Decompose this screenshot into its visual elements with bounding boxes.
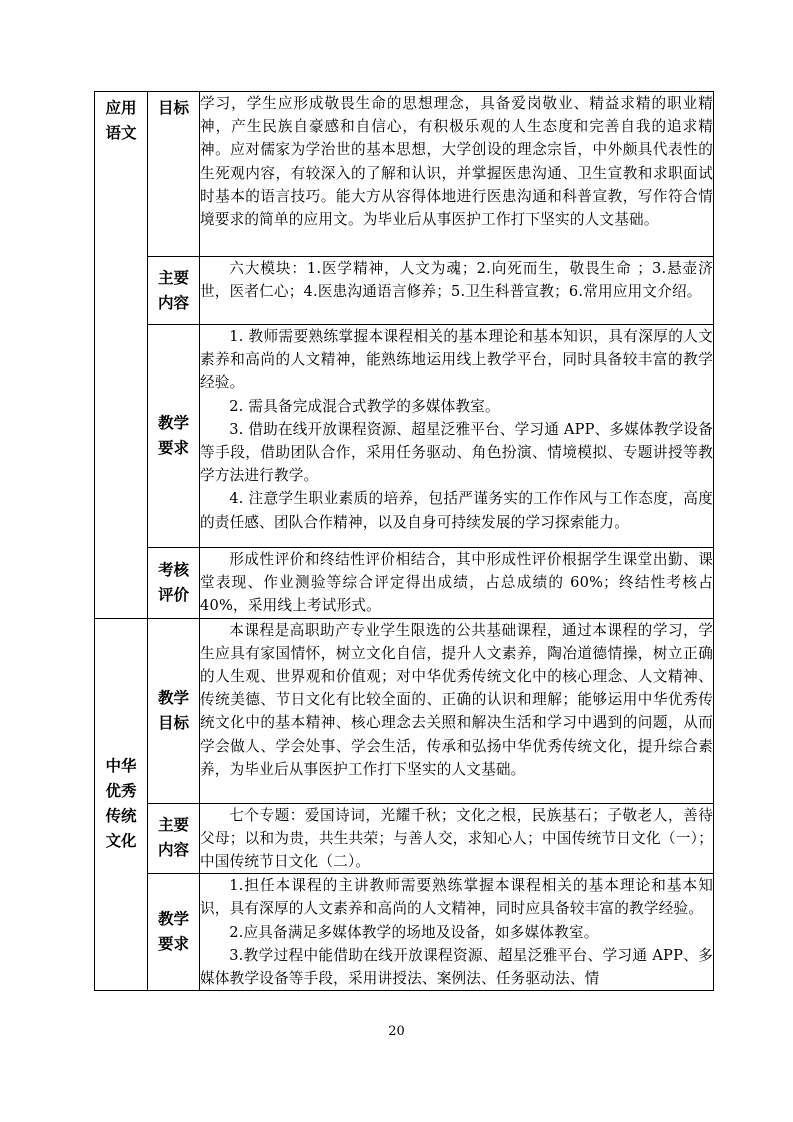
section-content — [200, 257, 714, 325]
table-row — [95, 548, 714, 619]
paragraph: 学习，学生应形成敬畏生命的思想理念，具备爱岗敬业、精益求精的职业精神，产生民族自豪感和自信心，有积极乐观的人生态度和完善自我的追求精神。应对儒家为学治世的基本思想，大学创设的理念宗旨，中外颇具代表性的生死观内容，有较深入的了解和认识，并掌握医患沟通、卫生宣教和求职面试时基本的语言技巧。能大方从容得体地进行医患沟通和科普宣教，写作符合情境要求的简单的应用文。为毕业后从事医护工作打下坚实的人文基础。 — [200, 95, 713, 229]
paragraph: 七个专题：爱国诗词，光耀千秋；文化之根，民族基石；子敬老人，善待父母；以和为贵，共生共荣；与善人交，求知心人；中国传统节日文化（一）；中国传统节日文化（二）。 — [200, 806, 713, 871]
table-row — [95, 92, 714, 257]
section-content — [200, 325, 714, 548]
table-row — [95, 325, 714, 548]
section-content — [200, 548, 714, 619]
section-label-cell — [148, 548, 200, 619]
section-label-cell — [148, 874, 200, 991]
paragraph: 2.应具备满足多媒体教学的场地及设备，如多媒体教室。 — [229, 923, 599, 941]
section-label: 考核 评价 — [157, 560, 189, 604]
page-number: 20 — [388, 1024, 405, 1039]
section-label: 目标 — [157, 99, 189, 117]
section-content — [200, 874, 714, 991]
section-label: 教学 要求 — [157, 414, 189, 457]
course-name-cell — [95, 92, 148, 619]
paragraph: 六大模块：1.医学精神，人文为魂；2.向死而生，敬畏生命 ；3.悬壶济世，医者仁心；4.医患沟通语言修养；5.卫生科普宣教；6.常用应用文介绍。 — [200, 260, 713, 301]
paragraph: 1. 教师需要熟练掌握本课程相关的基本理论和基本知识，具有深厚的人文素养和高尚的人文精神，能熟练地运用线上教学平台，同时具备较丰富的教学经验。 — [200, 328, 713, 392]
section-content — [200, 803, 714, 874]
table-row — [95, 257, 714, 325]
section-label: 教学 要求 — [157, 910, 189, 954]
table-row — [95, 874, 714, 991]
paragraph: 本课程是高职助产专业学生限选的公共基础课程，通过本课程的学习，学生应具有家国情怀，树立文化自信，提升人文素养，陶冶道德情操，树立正确的人生观、世界观和价值观；对中华优秀传统文化中的核心理念、人文精神、传统美德、节日文化有比较全面的、正确的认识和理解；能够运用中华优秀传统文化中的基本精神、核心理念去关照和解决生活和学习中遇到的问题，从而学会做人、学会处事、学会生活，传承和弘扬中华优秀传统文化，提升综合素养，为毕业后从事医护工作打下坚实的人文基础。 — [200, 621, 713, 778]
course-table — [94, 91, 714, 991]
paragraph: 3. 借助在线开放课程资源、超星泛雅平台、学习通 APP、多媒体教学设备等手段，借助团队合作，采用任务驱动、角色扮演、情境模拟、专题讲授等教学方法进行教学。 — [200, 420, 713, 485]
course-name: 应用 语文 — [105, 99, 137, 142]
paragraph: 形成性评价和终结性评价相结合，其中形成性评价根据学生课堂出勤、课堂表现、作业测验等综合评定得出成绩，占总成绩的 60%；终结性考核占 40%，采用线上考试形式。 — [200, 551, 713, 615]
paragraph: 2. 需具备完成混合式教学的多媒体教室。 — [229, 397, 500, 415]
section-content — [200, 92, 714, 257]
paragraph: 4. 注意学生职业素质的培养，包括严谨务实的工作作风与工作态度，高度的责任感、团队合作精神，以及自身可持续发展的学习探索能力。 — [200, 490, 713, 531]
course-name: 中华 优秀 传统 文化 — [105, 757, 137, 851]
table-row — [95, 803, 714, 874]
paragraph: 3.教学过程中能借助在线开放课程资源、超星泛雅平台、学习通 APP、多媒体教学设备等手段，采用讲授法、案例法、任务驱动法、情 — [200, 946, 713, 988]
course-name-cell — [95, 618, 148, 991]
section-label-cell — [148, 257, 200, 325]
section-label-cell — [148, 618, 200, 803]
section-label-cell — [148, 325, 200, 548]
table-row — [95, 618, 714, 803]
paragraph: 1.担任本课程的主讲教师需要熟练掌握本课程相关的基本理论和基本知识，具有深厚的人文素养和高尚的人文精神，同时应具备较丰富的教学经验。 — [200, 877, 713, 918]
section-label-cell — [148, 92, 200, 257]
section-label: 教学 目标 — [157, 688, 189, 732]
section-content — [200, 618, 714, 803]
section-label: 主要 内容 — [157, 268, 189, 312]
section-label: 主要 内容 — [157, 816, 189, 860]
section-label-cell — [148, 803, 200, 874]
